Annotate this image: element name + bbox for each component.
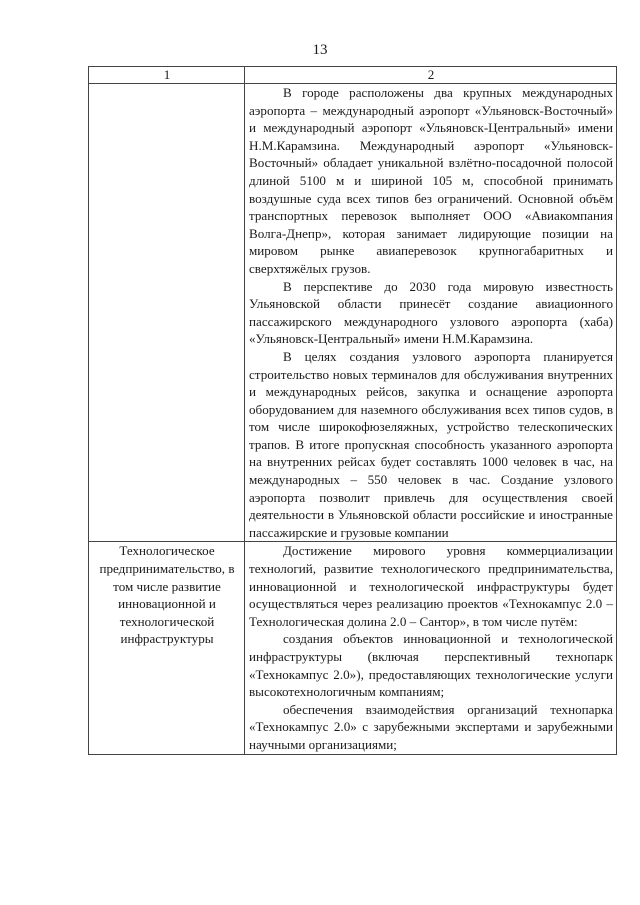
column-header-1: 1 (89, 67, 245, 84)
row-1-category (89, 84, 245, 542)
table-row (89, 84, 617, 542)
paragraph: Достижение мирового уровня коммерциализации технологий, развитие технологического предпринимательства, инновационной и технологической инфраструктуры будет осуществляться через реализацию проектов «Технокампус 2.0 – Технологическая долина 2.0 – Сантор», в том числе путём: (249, 543, 613, 629)
row-1-description (245, 84, 617, 542)
table-row (89, 542, 617, 754)
page-number: 13 (312, 42, 328, 58)
paragraph: создания объектов инновационной и технологической инфраструктуры (включая перспективный технопарк «Технокампус 2.0»), предоставляющих технологические услуги высокотехнологичным компаниям; (249, 631, 613, 700)
row-2-category: Технологическое предпринимательство, в том числе развитие инновационной и технологической инфраструктуры (89, 542, 245, 754)
paragraph: В целях создания узлового аэропорта планируется строительство новых терминалов для обслуживания внутренних и международных рейсов, закупка и оснащение аэропорта оборудованием для наземного обслуживания всех типов судов, в том числе широкофюзеляжных, устройство телескопических трапов. В итоге пропускная способность указанного аэропорта на внутренних рейсах будет составлять 1000 человек в час, на международных – 550 человек в час. Создание узлового аэропорта позволит привлечь для осуществления своей деятельности в Ульяновской области российские и иностранные пассажирские и грузовые компании (249, 348, 613, 540)
row-2-description (245, 542, 617, 754)
paragraph: В городе расположены два крупных международных аэропорта – международный аэропорт «Ульяновск-Восточный» и международный аэропорт «Ульяновск-Центральный» имени Н.М.Карамзина. Международный аэропорт «Ульяновск-Восточный» обладает уникальной взлётно-посадочной полосой длиной 5100 м и шириной 105 м, способной принимать воздушные суда всех типов без ограничений. Основной объём транспортных перевозок выполняет ООО «Авиакомпания Волга-Днепр», которая занимает лидирующие позиции на мировом рынке авиаперевозок крупногабаритных и сверхтяжёлых грузов. (249, 85, 613, 276)
column-header-2: 2 (245, 67, 617, 84)
document-table (88, 66, 617, 755)
paragraph: обеспечения взаимодействия организаций технопарка «Технокампус 2.0» с зарубежными экспертами и зарубежными научными организациями; (249, 701, 613, 752)
paragraph: В перспективе до 2030 года мировую известность Ульяновской области принесёт создание авиационного пассажирского международного узлового аэропорта (хаба) «Ульяновск-Центральный» имени Н.М.Карамзина. (249, 278, 613, 347)
header-row (89, 67, 617, 84)
